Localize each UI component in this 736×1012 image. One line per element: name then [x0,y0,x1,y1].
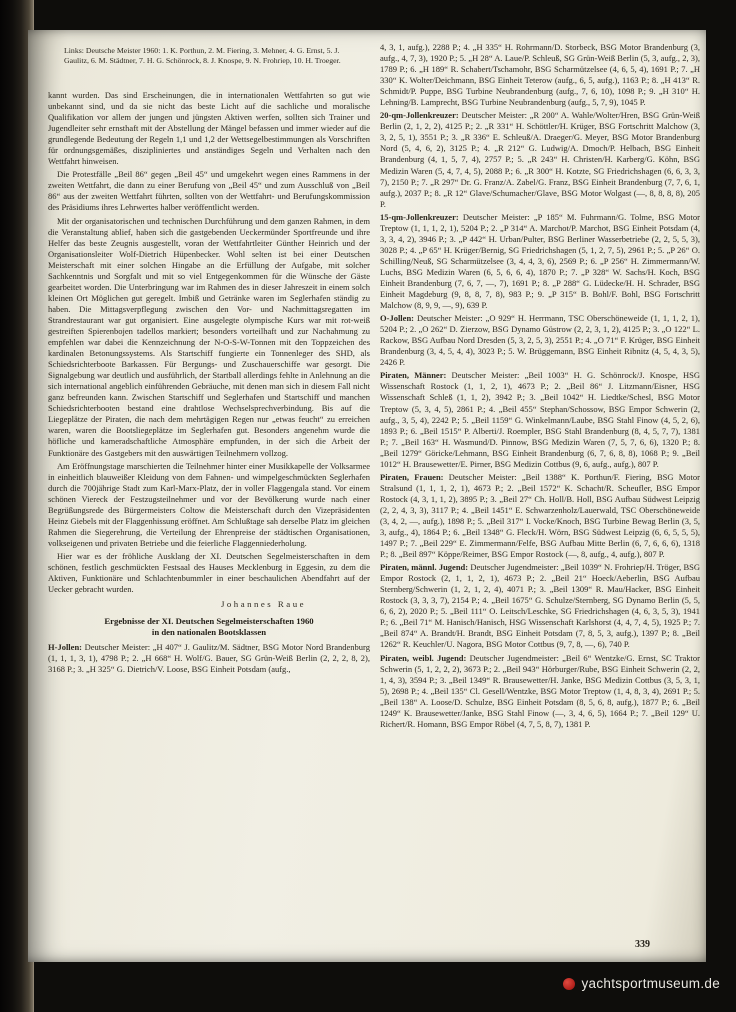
results-class-label: Piraten, Frauen: [380,471,444,482]
results-entry [380,562,700,650]
results-heading-line1: Ergebnisse der XI. Deutschen Segelmeisterschaften 1960 [104,615,314,626]
body-paragraph: Mit der organisatorischen und technischen Durchführung und dem ganzen Rahmen, in dem die Veranstaltung ablief, haben sich die gastgebenden Ueckermünder Sportfreunde und ihre Helfer das beste Zeugnis ausgestellt, voran der Wettfahrtleiter Günther Heinrich und der Organisationsleiter Wolf-Dietrich Hüpenbecker. Wohl selten ist bei einer Deutschen Meisterschaft mit einer solchen Hingabe an die Erfüllung der Aufgabe, mit solcher Sachkenntnis und Sorgfalt und mit so viel Entgegenkommen für die Wünsche der Gäste gearbeitet worden. Die Unterbringung war im Rahmen des in dieser Jahreszeit in einem solch kleinen Ort Möglichen gut geregelt. Imbiß und Getränke waren im Seglerhafen ständig zu haben. Die Mittagsverpflegung zwischen den Vor- und Nachmittagsregatten im Strandrestaurant war gut organisiert. Eine ausgelegte olympische Kurs war mit rot-weiß gestreiften Spierenbojen tadellos markiert; besonders vorteilhaft und zur Nachahmung zu empfehlen war dabei die Kennzeichnung der N-O-S-W-Tonnen mit den Toppzeichen des kardinalen Betonungssystems. Als Startschiff fungierte ein Tonnenleger des SHD, als Schiedsrichterboote Barkassen. Für Bergungs- und Zuschauerschiffe war gesorgt. Die Signalgebung war deutlich und ausführlich, der Startball allerdings fehlte in Anlehnung an die sich international angeblich einführenden Gebräuche, mit denen man sich in diesem Fall nicht ganz befreunden kann. Zwischen Startschiff und Seglerhafen und Startschiff und manchen Schiedsrichterbooten bestand eine drahtlose Wechselsprechverbindung. Bis auf die Liegeplätze der Piraten, die nach dem mehrtägigen Regen nur „etwas feucht“ zu erreichen waren, waren die Bootsliegeplätze im Seglerhafen gut. Besonders angenehm wurde die höfliche und kameradschaftliche Atmosphäre empfunden, in der sich die Arbeit der Funktionäre des Gastgebers mit den auswärtigen Teilnehmern vollzog. [48,215,370,458]
results-class-label: O-Jollen: [380,313,414,324]
body-paragraph: kannt wurden. Das sind Erscheinungen, die in internationalen Wettfahrten so gut wie unbekannt sind, und da sie nicht das beste Licht auf die sachliche und moralische Qualifikation vor allem der jungen und jüngsten Aktiven werfen, sollten sich Trainer und Jugendleiter sehr ernsthaft mit der Abstellung der Mängel befassen und immer wieder auf die grundlegende Bedeutung der Regeln 1,1 und 1,2 der Wettsegelbestimmungen als Vorschriften für ordnungsgemäßes, diszipliniertes und anständiges Segeln und Verhalten nach den Wettfahrt hinweisen. [48,90,370,167]
results-entry-text: Deutscher Jugendmeister: „Beil 6“ Wentzke/G. Ernst, SC Traktor Schwerin (5, 1, 2, 2, 2), 3673 P.; 2. „Beil 943“ Hörburger/Rube, BSG Einheit Schwerin (2, 2, 1, 4, 3), 3594 P.; 3. „Beil 1349“ R. Brausewetter/H. Janke, BSG Medizin Cottbus (3, 5, 3, 1, 5), 2698 P.; 4. „Beil 135“ Cl. Gesell/Wentzke, BSG Motor Treptow (1, 4, 8, 3, 4), 2691 P.; 5. „Beil 138“ A. Loose/D. Schulze, BSG Einheit Potsdam (8, 5, 6, 8, aufg.), 1877 P.; 6. „Beil 1249“ K. Brausewetter/Janke, BSG Stahl Finow (—, 3, 4, 6, 5), 1664 P.; 7. „Beil 129“ U. Richert/R. Homann, BSG Empor Röbel (4, 7, 5, 8, 7), 1381 P. [380,652,700,729]
results-class-label: 20-qm-Jollenkreuzer: [380,110,459,121]
results-entry [380,313,700,368]
body-paragraph: Hier war es der fröhliche Ausklang der XI. Deutschen Segelmeisterschaften in dem schönen, festlich geschmückten Festsaal des Hauses Mecklenburg in Eggesin, zu dem die Aktiven, Funktionäre und Schlachtenbummler in einer beschaulichen Abendfahrt auf der Uecker gebracht wurden. [48,550,370,595]
results-entry-text: Deutscher Meister: „Beil 1003“ H. G. Schönrock/J. Knospe, HSG Wissenschaft Rostock (1, 1, 2, 1), 4673 P.; 2. „Beil 86“ J. Litzmann/Eisner, HSG Wissenschaft Schleß (1, 1, 2), 3942 P.; 3. „Beil 1042“ H. Liedtke/Schesl, BSG Motor Treptow (5, 3, 4, 5), 2861 P.; 4. „Beil 455“ Stephan/Schossow, BSG Empor Schwerin (2, aufg., 3, 5, 4), 2242 P.; 5. „Beil 1159“ G. Winkelmann/Laube, BSG Stahl Finow (4, 5, 2, 6), 1893 P.; 6. „Beil 1515“ P. Alberti/J. Roempler, BSG Stahl Brandenburg (8, 4, 5, 7, 7), 1381 P.; 7. „Beil 163“ H. Wasmund/D. Pinnow, BSG Medizin Waren (7, 5, 7, 6, 6), 1320 P.; 8. „Beil 1279“ Göricke/Lehmann, BSG Einheit Brandenburg (6, 7, 6, 8, 8), 1068 P.; 9. „Beil 1012“ H. Brausewetter/E. Pirner, BSG Medizin Cottbus (9, 6, aufg., aufg.), 807 P. [380,370,700,469]
results-class-label: Piraten, männl. Jugend: [380,562,469,573]
right-column [380,42,700,732]
body-paragraph: Am Eröffnungstage marschierten die Teilnehmer hinter einer Musikkapelle der Volksarmee in einheitlich blauweißer Kleidung von dem Fahnen- und wimpelgeschmückten Seglerhafen durch die 700jährige Stadt zum Karl-Marx-Platz, der in voller Flaggengala stand. Vor einem schönen Viereck der Festzugsteilnehmer und vor der Bevölkerung wurde nach einer Begrüßungsrede des Bürgermeisters Coltow die Meisterschaft durch den Vizepräsidenten Heinz Giebels mit der Flaggenhissung eröffnet. Am Schlußtage sah derselbe Platz im gleichen Rahmen die Siegerehrung, die Verteilung der Ehrenpreise der städtischen Organisationen, volkseigenen und privaten Betriebe und die feierliche Flaggenniederholung. [48,460,370,548]
results-entry [380,212,700,311]
results-entry [380,653,700,730]
body-paragraph: Die Protestfälle „Beil 86“ gegen „Beil 45“ und umgekehrt wegen eines Rammens in der zweiten Wettfahrt, die dann zu einer Berufung von „Beil 45“ und zum Ausschluß von „Beil 86“ aus der zweiten Wettfahrt führten, sollten von der Wettfahrt- und Berufungskommission des Präsidiums ihres Lehrwertes halber veröffentlicht werden. [48,169,370,213]
results-entry [380,110,700,209]
results-entry [380,370,700,469]
author-signature: Johannes Raue [220,599,306,610]
results-entry-text: Deutscher Meister: „P 185“ M. Fuhrmann/G. Tolme, BSG Motor Treptow (1, 1, 1, 2, 1), 5204 P.; 2. „P 314“ A. Marchot/P. Marchot, BSG Einheit Potsdam (4, 3, 3, 4, 2), 3946 P.; 3. „P 442“ H. Urban/Pulter, BSG Berliner Wasserbetriebe (2, 2, 5, 5, 3), 3028 P.; 4. „P 65“ H. Krüger/Bernig, SG Friedrichshagen (5, 1, 2, 7, 5), 2961 P.; 5. „P 26“ O. Schilling/Neuß, SG Scharmützelsee (3, 4, 4, 3, 6), 2569 P.; 6. „P 256“ H. Zimmermann/W. Luchs, BSG Medizin Waren (6, 5, 6, 6, 4), 1870 P.; 7. „P 328“ W. Sachs/H. Koch, BSG Einheit Brandenburg (7, 6, 7, —, 7), 1691 P.; 8. „P 288“ G. Lüdecke/H. H. Schrader, BSG Einheit Magdeburg (9, 8, 8, 7, 8), 983 P.; 9. „P 315“ B. Bohl/F. Bohl, BSG Fortschritt Malchow (8, 9, 9, —, 9), 639 P. [380,211,701,311]
page-number: 339 [635,939,650,950]
results-class-label: Piraten, Männer: [380,370,447,381]
results-entry-text: Deutscher Meister: „O 929“ H. Herrmann, TSC Oberschöneweide (1, 1, 1, 2, 1), 5204 P.; 2. „O 262“ D. Zierzow, BSG Dynamo Güstrow (2, 2, 3, 1, 2), 4125 P.; 3. „O 122“ L. Rackow, BSG Aufbau Nord Dresden (5, 3, 2, 5, 3), 2551 P.; 4. „O 71“ F. Krüger, BSG Einheit Brandenburg (3, 4, 5, 4, 4), 3023 P.; 5. W. Brüggemann, BSG Einheit Ribnitz (4, 5, 4, 3, 5), 2426 P. [380,313,700,368]
photo-caption: Links: Deutsche Meister 1960: 1. K. Porthun, 2. M. Fiering, 3. Mehner, 4. G. Ernst, 5. J. Gaulitz, 6. M. Städtner, 7. H. G. Schönrock, 8. J. Knospe, 9. N. Frohriep, 10. H. Troeger. [64,46,341,66]
results-heading-line2: in den nationalen Bootsklassen [151,626,267,637]
watermark [563,976,720,991]
results-class-label: H-Jollen: [48,642,82,653]
results-entry-text: Deutscher Meister: „Beil 1388“ K. Porthun/F. Fiering, BSG Motor Stralsund (1, 1, 1, 2, 1), 4673 P.; 2. „Beil 1572“ K. Schacht/R. Scheufler, BSG Empor Rostock (4, 3, 1, 1, 2), 3895 P.; 3. „Beil 27“ Ch. Holl/B. Holl, BSG Aufbau Südwest Leipzig (2, 2, 4, 3, 3), 3117 P.; 4. „Beil 1451“ E. Schwarzenholz/Lauerwald, TSC Oberschöneweide (3, 4, 2, —, aufg.), 1898 P.; 5. „Beil 317“ I. Vocke/Knoch, BSG Turbine Bewag Berlin (3, 5, 3, aufg., 4), 1864 P.; 6. „Beil 1348“ G. Fleck/H. Wörn, BSG Südwest Leipzig (6, 6, 5, 5, 5), 1497 P.; 7. „Beil 229“ E. Zimmermann/Felfe, BSG Aufbau Mitte Berlin (6, 7, 6, 6, 6), 1318 P.; 8. „Beil 897“ Köppe/Reimer, BSG Empor Rostock (—, 8, aufg., 4, aufg.), 807 P. [380,471,700,560]
results-entry-text: Deutscher Jugendmeister: „Beil 1039“ N. Frohriep/H. Tröger, BSG Empor Rostock (2, 1, 1, 2, 1), 4673 P.; 2. „Beil 21“ Hoeck/Aeberlin, BSG Aufbau Sternberg/Schwerin (1, 2, 1, 2, 4), 4071 P.; 3. „Beil 1309“ R. Mau/Hacker, BSG Einheit Rostock (3, 3, 3, 7), 2154 P.; 4. „Beil 1675“ G. Schulze/Sternberg, SG Dynamo Berlin (5, 5, 6, 6, 2), 2020 P.; 5. „Beil 111“ O. Leitsch/Leschke, SG Friedrichshagen (4, 6, 3, 5, 3), 1941 P.; 6. „Beil 71“ M. Hanisch/Hanisch, HSG Wissenschaft Karlshorst (4, 4, 7, 4, 5), 1925 P.; 7. „Beil 874“ A. Brandt/H. Brandt, BSG Einheit Potsdam (7, 8, 5, 3, aufg.), 1397 P.; 8. „Beil 1262“ R. Keuchler/U. Nagora, BSG Motor Cottbus (9, 7, 8, —, 6), 740 P. [380,562,700,650]
left-column [48,90,370,677]
results-entry-text: Deutscher Meister: „H 407“ J. Gaulitz/M. Sädtner, BSG Motor Nord Brandenburg (1, 1, 1, 3, 1), 4798 P.; 2. „H 668“ H. Wolf/G. Bauer, SG Grün-Weiß Berlin (2, 2, 2, 8, 2), 3168 P.; 3. „H 325“ G. Dietrich/V. Loose, BSG Einheit Potsdam (aufg., [48,642,370,675]
results-class-label: 15-qm-Jollenkreuzer: [380,211,459,222]
results-entry-hjollen [48,642,370,675]
results-class-label: Piraten, weibl. Jugend: [380,652,467,663]
results-entry-continuation: 4, 3, 1, aufg.), 2288 P.; 4. „H 335“ H. Rohrmann/D. Storbeck, BSG Motor Brandenburg (3, aufg., 4, 7, 3), 1920 P.; 5. „H 28“ A. Laue/P. Schleuß, SG Grün-Weiß Berlin (5, 3, aufg., 2, 3), 1789 P.; 6. „H 189“ R. Schabert/Tschamohr, BSG Scharmützelsee (4, 6, 5, 4), 1691 P.; 7. „H 330“ K. Wolter/Deichmann, BSG Einheit Teterow (aufg., 6, 5, aufg.), 1163 P.; 8. „H 413“ R. Schmidt/P. Puppe, BSG Turbine Neubrandenburg (aufg., 7, 6, 10), 1098 P.; 9. „H 310“ H. Lehning/B. Lamprecht, BSG Turbine Neubrandenburg (aufg., 5, 7, 9), 1045 P. [380,42,700,108]
results-entry [380,472,700,560]
results-entry-text: Deutscher Meister: „R 200“ A. Wahle/Wolter/Hren, BSG Grün-Weiß Berlin (2, 1, 2, 2), 4125 P.; 2. „R 331“ H. Schöttler/H. Krüger, BSG Fortschritt Malchow (3, 3, 2, 5, 1), 3551 P.; 3. „R 336“ E. Schleuß/A. Draeger/G. Meyer, BSG Motor Brandenburg Nord (5, 4, 6, 2), 3125 P.; 4. „R 212“ G. Ludwig/A. Dmoch/P. Helbach, BSG Einheit Brandenburg (4, 1, 5, 7, 4), 2757 P.; 5. „R 243“ H. Christen/H. Karberg/G. Köhn, BSG Medizin Waren (5, 4, 7, 4, 5), 2088 P.; 6. „R 300“ H. Kotzte, SG Friedrichshagen (6, 6, 3, 3, 7), 2150 P.; 7. „R 297“ Dr. G. Franz/A. Zabel/G. Franz, BSG Einheit Brandenburg (7, 7, 6, 1, aufg.), 2037 P.; 8. „R 12“ Glave/Schumacher/Glave, BSG Motor Wolgast (—, 8, 8, 8, 8), 205 P. [380,110,700,209]
results-heading [48,616,370,639]
watermark-text: yachtsportmuseum.de [581,976,720,991]
scanned-book-page [28,30,706,962]
watermark-logo-icon [563,978,575,990]
